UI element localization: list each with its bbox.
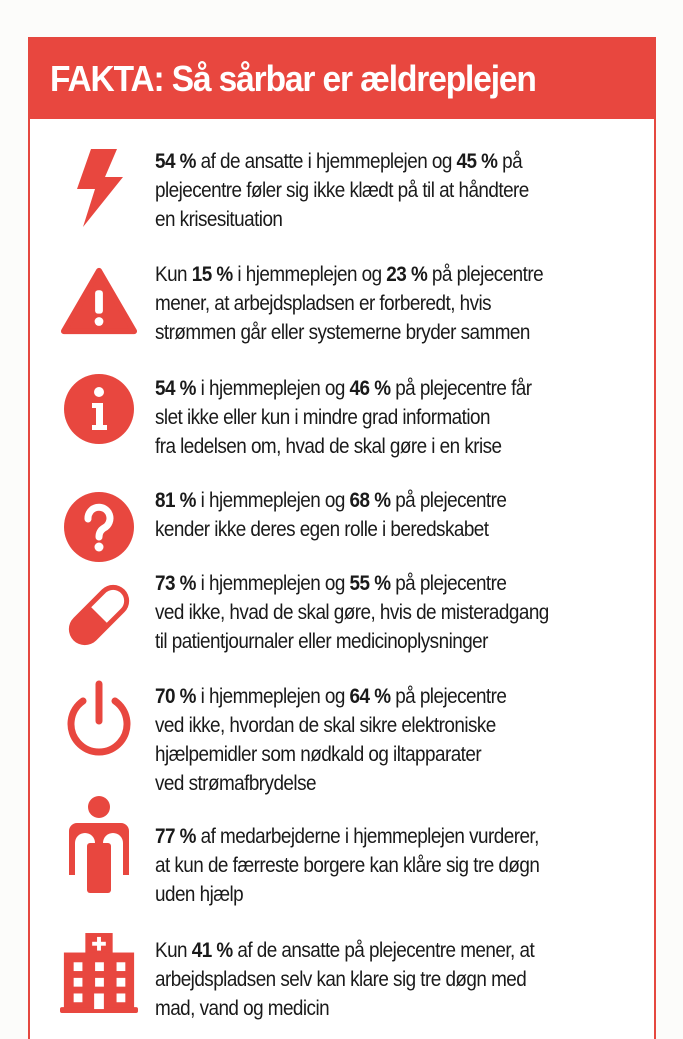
text-line [155,994,534,1023]
person-icon [60,795,138,895]
power-icon [60,679,138,759]
page-title: FAKTA: Så sårbar er ældreplejen [50,58,536,99]
stat-percent: 41 % [191,939,233,962]
text-segment: mad, vand og medicin [155,997,330,1020]
text-segment: arbejdspladsen selv kan klare sig tre døgn med [155,968,527,991]
text-segment: på plejecentre [390,572,507,595]
fact-text [155,682,506,798]
fact-text [155,147,529,234]
stat-percent: 45 % [456,150,498,173]
fact-text [155,486,506,544]
fact-text [155,374,532,461]
text-segment: at kun de færreste borgere kan klåre sig tre døgn [155,854,540,877]
text-line [155,374,532,403]
text-segment: strømmen går eller systemerne bryder sammen [155,321,530,344]
text-segment: ved strømafbrydelse [155,772,316,795]
hospital-icon [60,923,138,1023]
stat-percent: 77 % [155,825,196,848]
text-segment: på plejecentre [427,263,544,286]
text-line [155,205,529,234]
stat-percent: 15 % [191,263,233,286]
text-line [155,403,532,432]
text-line [155,851,539,880]
text-segment: i hjemmeplejen og [195,685,350,708]
text-line [155,627,549,656]
text-segment: til patientjournaler eller medicinoplysninger [155,630,488,653]
text-segment: uden hjælp [155,883,244,906]
text-line [155,936,534,965]
text-segment: på plejecentre [390,489,507,512]
text-line [155,569,549,598]
stat-percent: 54 % [155,377,196,400]
fact-text [155,260,543,347]
text-line [155,711,506,740]
text-segment: en krisesituation [155,208,283,231]
text-line [155,880,539,909]
text-segment: fra ledelsen om, hvad de skal gøre i en krise [155,435,502,458]
text-line [155,822,539,851]
pill-icon [60,575,138,655]
text-segment: mener, at arbejdspladsen er forberedt, hvis [155,292,492,315]
stat-percent: 46 % [349,377,391,400]
text-line [155,432,532,461]
stat-percent: 55 % [349,572,391,595]
stat-percent: 73 % [155,572,196,595]
text-segment: på plejecentre [390,685,507,708]
text-segment: af de ansatte i hjemmeplejen og [195,150,457,173]
text-segment: i hjemmeplejen og [232,263,387,286]
text-line [155,486,506,515]
stat-percent: 54 % [155,150,196,173]
fact-text [155,569,549,656]
text-segment: på [497,150,523,173]
text-segment: i hjemmeplejen og [195,377,350,400]
stat-percent: 70 % [155,685,196,708]
info-icon [60,369,138,449]
text-segment: Kun [155,263,192,286]
text-segment: ved ikke, hvad de skal gøre, hvis de misteradgang [155,601,549,624]
text-segment: kender ikke deres egen rolle i beredskabet [155,518,489,541]
text-line [155,965,534,994]
text-segment: i hjemmeplejen og [195,489,350,512]
text-line [155,515,506,544]
text-segment: af medarbejderne i hjemmeplejen vurderer, [195,825,539,848]
fact-text [155,936,534,1023]
fact-text [155,822,539,909]
text-segment: hjælpemidler som nødkald og iltapparater [155,743,482,766]
text-line [155,289,543,318]
warning-icon [60,261,138,341]
text-line [155,176,529,205]
lightning-icon [60,147,138,227]
text-segment: ved ikke, hvordan de skal sikre elektroniske [155,714,496,737]
text-line [155,598,549,627]
stat-percent: 23 % [386,263,428,286]
text-segment: i hjemmeplejen og [195,572,350,595]
text-segment: af de ansatte på plejecentre mener, at [232,939,535,962]
text-line [155,260,543,289]
question-icon [60,487,138,567]
stat-percent: 68 % [349,489,391,512]
stat-percent: 81 % [155,489,196,512]
stat-percent: 64 % [349,685,391,708]
text-segment: Kun [155,939,192,962]
text-segment: plejecentre føler sig ikke klædt på til at håndtere [155,179,529,202]
header-banner [30,39,654,119]
fact-card [28,37,656,1039]
text-segment: slet ikke eller kun i mindre grad information [155,406,490,429]
text-line [155,147,529,176]
text-line [155,740,506,769]
text-line [155,682,506,711]
text-line [155,318,543,347]
text-line [155,769,506,798]
text-segment: på plejecentre får [390,377,532,400]
